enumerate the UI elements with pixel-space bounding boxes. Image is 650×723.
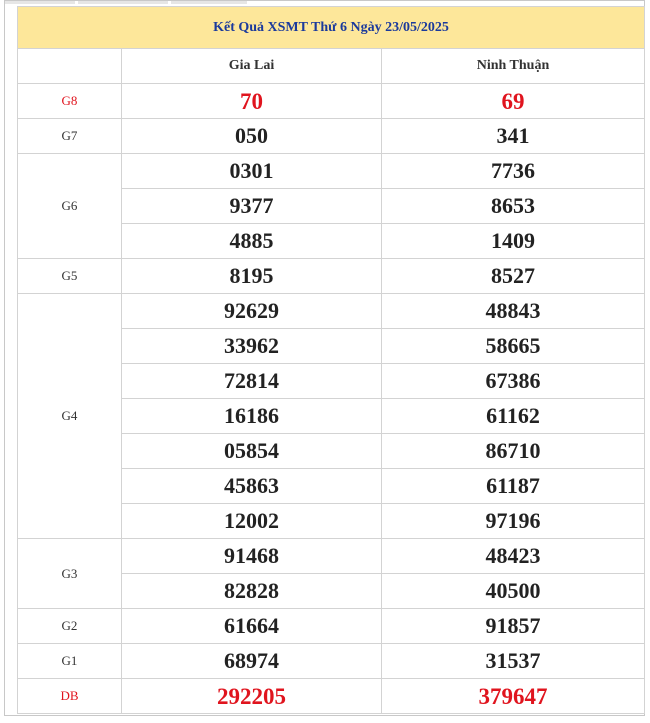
title-row [18, 7, 645, 49]
lottery-results-table [17, 6, 645, 714]
gia-lai-number: 050 [122, 119, 382, 154]
gia-lai-number: 0301 [122, 154, 382, 189]
gia-lai-number: 70 [122, 84, 382, 119]
ninh-thuan-number: 61187 [382, 469, 645, 504]
table-row [18, 119, 645, 154]
prize-label-g7: G7 [18, 119, 122, 154]
gia-lai-number: 82828 [122, 574, 382, 609]
ninh-thuan-number: 1409 [382, 224, 645, 259]
ninh-thuan-number: 7736 [382, 154, 645, 189]
gia-lai-number: 05854 [122, 434, 382, 469]
prize-label-g8: G8 [18, 84, 122, 119]
ninh-thuan-number: 31537 [382, 644, 645, 679]
prize-label-g5: G5 [18, 259, 122, 294]
prize-label-g4: G4 [18, 294, 122, 539]
prize-label-db: DB [18, 679, 122, 714]
table-row [18, 259, 645, 294]
ninh-thuan-number: 61162 [382, 399, 645, 434]
ninh-thuan-number: 379647 [382, 679, 645, 714]
ninh-thuan-number: 86710 [382, 434, 645, 469]
gia-lai-number: 61664 [122, 609, 382, 644]
results-frame [4, 0, 645, 716]
table-title: Kết Quả XSMT Thứ 6 Ngày 23/05/2025 [18, 7, 645, 49]
table-row [18, 644, 645, 679]
gia-lai-number: 68974 [122, 644, 382, 679]
prize-label-g6: G6 [18, 154, 122, 259]
ninh-thuan-number: 8527 [382, 259, 645, 294]
ninh-thuan-number: 67386 [382, 364, 645, 399]
province-header-gia-lai[interactable]: Gia Lai [122, 49, 382, 84]
gia-lai-number: 72814 [122, 364, 382, 399]
gia-lai-number: 92629 [122, 294, 382, 329]
gia-lai-number: 45863 [122, 469, 382, 504]
tab-segment [5, 1, 75, 4]
prize-body [18, 84, 645, 714]
gia-lai-number: 4885 [122, 224, 382, 259]
ninh-thuan-number: 69 [382, 84, 645, 119]
gia-lai-number: 292205 [122, 679, 382, 714]
top-tab-strip [5, 1, 644, 4]
ninh-thuan-number: 91857 [382, 609, 645, 644]
ninh-thuan-number: 48843 [382, 294, 645, 329]
gia-lai-number: 16186 [122, 399, 382, 434]
prize-label-g2: G2 [18, 609, 122, 644]
province-header-row [18, 49, 645, 84]
prize-label-g1: G1 [18, 644, 122, 679]
ninh-thuan-number: 58665 [382, 329, 645, 364]
table-row [18, 154, 645, 189]
tab-segment [171, 1, 247, 4]
gia-lai-number: 8195 [122, 259, 382, 294]
table-row [18, 679, 645, 714]
ninh-thuan-number: 341 [382, 119, 645, 154]
ninh-thuan-number: 8653 [382, 189, 645, 224]
ninh-thuan-number: 97196 [382, 504, 645, 539]
ninh-thuan-number: 40500 [382, 574, 645, 609]
province-header-ninh-thuan[interactable]: Ninh Thuận [382, 49, 645, 84]
table-row [18, 539, 645, 574]
gia-lai-number: 33962 [122, 329, 382, 364]
prize-label-g3: G3 [18, 539, 122, 609]
gia-lai-number: 91468 [122, 539, 382, 574]
table-row [18, 294, 645, 329]
tab-segment [78, 1, 168, 4]
gia-lai-number: 9377 [122, 189, 382, 224]
ninh-thuan-number: 48423 [382, 539, 645, 574]
prize-column-header [18, 49, 122, 84]
table-row [18, 609, 645, 644]
gia-lai-number: 12002 [122, 504, 382, 539]
table-row [18, 84, 645, 119]
